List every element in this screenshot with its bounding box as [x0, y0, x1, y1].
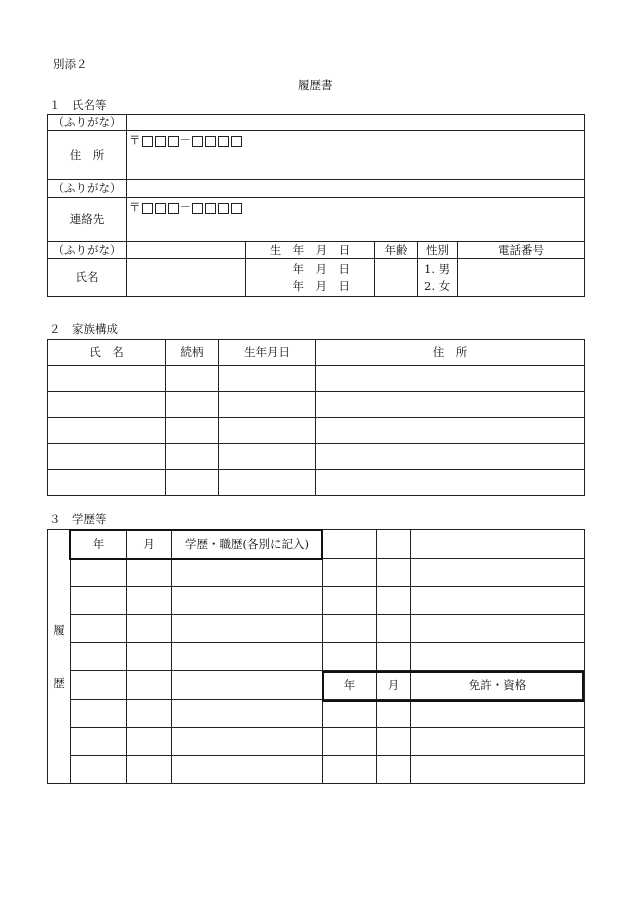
table-row — [48, 444, 585, 470]
postal-box — [142, 136, 153, 147]
family-relation-cell[interactable] — [166, 392, 219, 418]
history-month-cell[interactable] — [127, 756, 172, 784]
license-year-cell[interactable] — [323, 530, 377, 559]
family-address-cell[interactable] — [316, 444, 585, 470]
license-year-cell[interactable] — [323, 756, 377, 784]
history-year-cell[interactable] — [71, 615, 127, 643]
history-detail-cell[interactable] — [172, 643, 323, 671]
family-address-cell[interactable] — [316, 470, 585, 496]
table-row — [48, 756, 585, 784]
table-row — [48, 643, 585, 671]
license-detail-cell[interactable] — [411, 700, 585, 728]
history-year-cell[interactable] — [71, 671, 127, 700]
license-year-cell[interactable] — [323, 728, 377, 756]
family-relation-header: 続柄 — [166, 340, 219, 366]
postal-box — [218, 136, 229, 147]
postal-box — [205, 136, 216, 147]
license-year-cell[interactable] — [323, 559, 377, 587]
family-name-cell[interactable] — [48, 366, 166, 392]
history-detail-cell[interactable] — [172, 587, 323, 615]
history-year-cell[interactable] — [71, 559, 127, 587]
gender-field[interactable] — [418, 259, 458, 297]
license-year-cell[interactable] — [323, 643, 377, 671]
name-label: 氏名 — [48, 259, 127, 297]
family-birthdate-cell[interactable] — [219, 392, 316, 418]
license-detail-cell[interactable] — [411, 530, 585, 559]
birthdate-field[interactable] — [246, 259, 375, 297]
gender-option-male[interactable]: 1. 男 — [424, 261, 451, 276]
license-year-header: 年 — [323, 671, 377, 700]
history-table — [47, 529, 585, 784]
history-month-cell[interactable] — [127, 559, 172, 587]
table-row — [48, 615, 585, 643]
family-name-cell[interactable] — [48, 418, 166, 444]
license-year-cell[interactable] — [323, 587, 377, 615]
history-detail-header: 学歴・職歴(各別に記入) — [172, 530, 323, 559]
family-birthdate-cell[interactable] — [219, 470, 316, 496]
table-row — [48, 728, 585, 756]
postal-box — [192, 136, 203, 147]
table-row — [48, 470, 585, 496]
table-row — [48, 559, 585, 587]
table-row — [48, 587, 585, 615]
history-year-header: 年 — [71, 530, 127, 559]
history-detail-cell[interactable] — [172, 756, 323, 784]
name-furigana-field[interactable] — [127, 242, 246, 259]
history-detail-cell[interactable] — [172, 559, 323, 587]
family-birthdate-cell[interactable] — [219, 366, 316, 392]
history-month-cell[interactable] — [127, 643, 172, 671]
license-detail-cell[interactable] — [411, 587, 585, 615]
postal-box — [142, 203, 153, 214]
family-address-cell[interactable] — [316, 366, 585, 392]
history-year-cell[interactable] — [71, 587, 127, 615]
table-row — [48, 700, 585, 728]
family-relation-cell[interactable] — [166, 418, 219, 444]
table-row — [48, 671, 585, 700]
phone-field[interactable] — [458, 259, 585, 297]
table-row — [48, 418, 585, 444]
age-header: 年齢 — [375, 242, 418, 259]
family-address-cell[interactable] — [316, 392, 585, 418]
postal-dash: － — [179, 200, 191, 214]
license-month-cell[interactable] — [377, 559, 411, 587]
attachment-label: 別添２ — [53, 57, 88, 71]
postal-box — [231, 136, 242, 147]
postal-dash: － — [179, 133, 191, 147]
section1-heading: １ 氏名等 — [49, 98, 107, 112]
table-row — [48, 392, 585, 418]
license-month-cell[interactable] — [377, 530, 411, 559]
postal-box — [231, 203, 242, 214]
furigana-label: （ふりがな） — [48, 180, 127, 198]
history-detail-cell[interactable] — [172, 615, 323, 643]
table-row — [48, 366, 585, 392]
family-relation-cell[interactable] — [166, 444, 219, 470]
license-month-cell[interactable] — [377, 700, 411, 728]
history-year-cell[interactable] — [71, 643, 127, 671]
postal-box — [155, 136, 166, 147]
postal-box — [218, 203, 229, 214]
history-side-label — [48, 530, 71, 784]
license-detail-header: 免許・資格 — [411, 671, 585, 700]
contact-field[interactable] — [127, 198, 585, 242]
history-month-cell[interactable] — [127, 587, 172, 615]
address-label: 住 所 — [48, 131, 127, 180]
birthdate-line-2: 年 月 日 — [292, 278, 350, 293]
address-field[interactable] — [127, 131, 585, 180]
gender-option-female[interactable]: 2. 女 — [424, 278, 451, 293]
license-detail-cell[interactable] — [411, 615, 585, 643]
family-birthdate-cell[interactable] — [219, 418, 316, 444]
license-detail-cell[interactable] — [411, 559, 585, 587]
history-month-cell[interactable] — [127, 671, 172, 700]
section2-heading: ２ 家族構成 — [49, 322, 118, 336]
history-side-char-2: 歴 — [53, 675, 65, 690]
family-birthdate-header: 生年月日 — [219, 340, 316, 366]
postal-prefix: 〒 — [129, 133, 141, 147]
gender-header: 性別 — [418, 242, 458, 259]
family-name-cell[interactable] — [48, 470, 166, 496]
section3-heading: ３ 学歴等 — [49, 512, 107, 526]
history-month-cell[interactable] — [127, 700, 172, 728]
history-side-char-1: 履 — [53, 622, 65, 637]
family-address-header: 住 所 — [316, 340, 585, 366]
license-detail-cell[interactable] — [411, 756, 585, 784]
postal-box — [155, 203, 166, 214]
family-address-cell[interactable] — [316, 418, 585, 444]
family-name-header: 氏 名 — [48, 340, 166, 366]
name-field[interactable] — [127, 259, 246, 297]
phone-header: 電話番号 — [458, 242, 585, 259]
license-month-cell[interactable] — [377, 587, 411, 615]
license-year-cell[interactable] — [323, 700, 377, 728]
postal-box — [168, 136, 179, 147]
license-year-cell[interactable] — [323, 615, 377, 643]
history-detail-cell[interactable] — [172, 700, 323, 728]
license-detail-cell[interactable] — [411, 728, 585, 756]
license-month-cell[interactable] — [377, 615, 411, 643]
history-year-cell[interactable] — [71, 700, 127, 728]
history-month-cell[interactable] — [127, 615, 172, 643]
history-year-cell[interactable] — [71, 728, 127, 756]
history-detail-cell[interactable] — [172, 671, 323, 700]
license-detail-cell[interactable] — [411, 643, 585, 671]
contact-furigana-field[interactable] — [127, 180, 585, 198]
license-month-cell[interactable] — [377, 643, 411, 671]
address-furigana-field[interactable] — [127, 115, 585, 131]
birthdate-header: 生 年 月 日 — [246, 242, 375, 259]
postal-box — [192, 203, 203, 214]
family-table — [47, 339, 585, 496]
postal-box — [205, 203, 216, 214]
history-month-header: 月 — [127, 530, 172, 559]
license-month-cell[interactable] — [377, 756, 411, 784]
furigana-label: （ふりがな） — [48, 115, 127, 131]
birthdate-line-1: 年 月 日 — [292, 261, 350, 276]
personal-info-table — [47, 114, 585, 297]
history-year-cell[interactable] — [71, 756, 127, 784]
family-name-cell[interactable] — [48, 392, 166, 418]
license-month-cell[interactable] — [377, 728, 411, 756]
history-month-cell[interactable] — [127, 728, 172, 756]
history-detail-cell[interactable] — [172, 728, 323, 756]
furigana-label: （ふりがな） — [48, 242, 127, 259]
postal-box — [168, 203, 179, 214]
postal-prefix: 〒 — [129, 200, 141, 214]
family-name-cell[interactable] — [48, 444, 166, 470]
page-title: 履歴書 — [298, 78, 333, 92]
family-relation-cell[interactable] — [166, 470, 219, 496]
family-birthdate-cell[interactable] — [219, 444, 316, 470]
license-month-header: 月 — [377, 671, 411, 700]
family-relation-cell[interactable] — [166, 366, 219, 392]
age-field[interactable] — [375, 259, 418, 297]
contact-label: 連絡先 — [48, 198, 127, 242]
